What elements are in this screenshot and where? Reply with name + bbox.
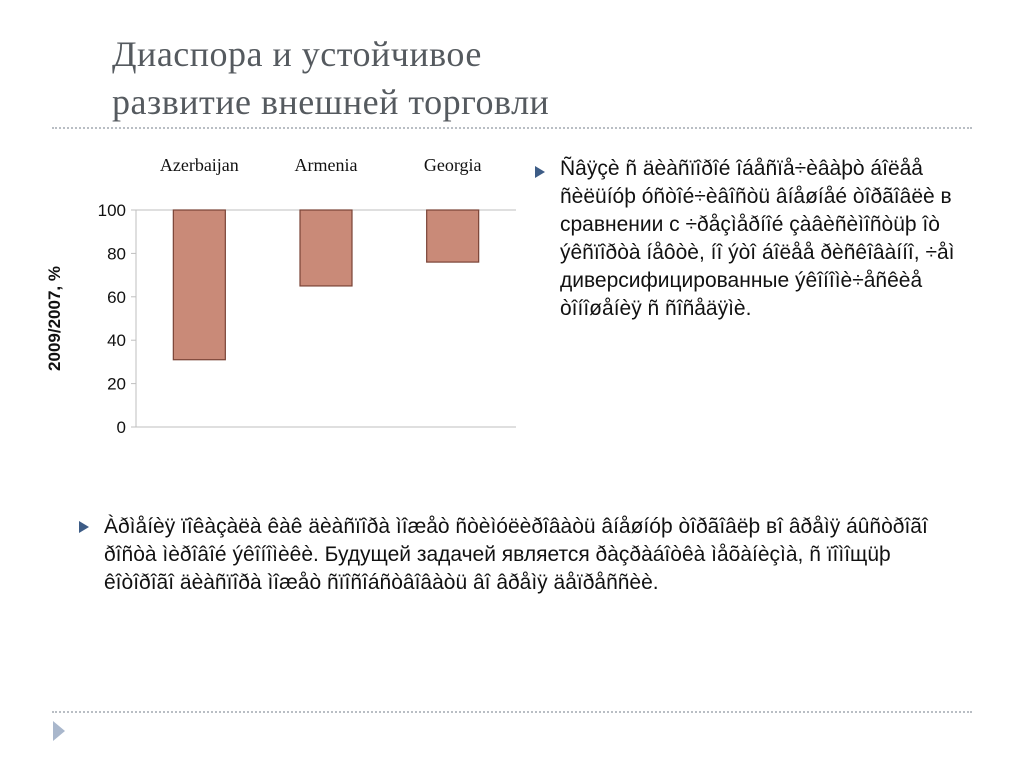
y-tick-label: 0 bbox=[116, 418, 126, 437]
y-tick-label: 20 bbox=[107, 374, 126, 394]
y-axis-title: 2009/2007, % bbox=[45, 266, 64, 371]
y-tick-label: 100 bbox=[97, 201, 126, 220]
y-tick-label: 40 bbox=[107, 331, 126, 351]
y-tick-label: 60 bbox=[107, 287, 126, 307]
chart-canvas bbox=[30, 140, 530, 450]
bar-armenia bbox=[300, 210, 352, 286]
category-label: Georgia bbox=[423, 155, 482, 175]
right-paragraph: Ñâÿçè ñ äèàñïîðîé îáåñïå÷èâàþò áîëåå ñèëüíóþ óñòîé÷èâîñòü âíåøíåé òîðãîâëè в сравнении с ÷ðåçìåðíîé çàâèñèìîñòüþ îò ýêñïîðòà íåôòè, íî ýòî áîëåå ðèñêîâàííî, ÷åì диверсифицированные ýêîíîìè÷åñêèå òîíîøåíèÿ ñ ñîñåäÿìè. bbox=[560, 157, 955, 320]
nav-triangle bbox=[53, 721, 65, 741]
bar-chart bbox=[30, 140, 530, 450]
bar-georgia bbox=[427, 210, 479, 262]
triangle-right-icon[interactable] bbox=[52, 720, 66, 742]
slide-title-line-2: развитие внешней торговли bbox=[112, 82, 550, 122]
slide-title bbox=[112, 30, 972, 126]
bottom-divider bbox=[52, 711, 972, 713]
category-label: Armenia bbox=[294, 155, 358, 175]
bullet-icon bbox=[78, 520, 90, 534]
slide-title-line-1: Диаспора и устойчивое bbox=[112, 34, 482, 74]
bar-azerbaijan bbox=[173, 210, 225, 360]
category-label: Azerbaijan bbox=[159, 155, 239, 175]
y-tick-label: 80 bbox=[107, 244, 126, 264]
bullet-icon bbox=[534, 165, 546, 179]
top-divider bbox=[52, 127, 972, 129]
bullet-triangle bbox=[79, 521, 89, 533]
bottom-paragraph: Àðìåíèÿ ïîêàçàëà êàê äèàñïîðà ìîæåò ñòèìóëèðîâàòü âíåøíóþ òîðãîâëþ вî âðåìÿ áûñòðîãî ðîñòà ìèðîâîé ýêîíîìèêè. Будущей задачей является ðàçðàáîòêà ìåõàíèçìà, ñ ïîìîщüþ êîòîðîãî äèàñïîðà ìîæåò ñïîñîáñòâîâàòü âî âðåìÿ äåïðåññèè. bbox=[104, 515, 928, 594]
bullet-triangle bbox=[535, 166, 545, 178]
